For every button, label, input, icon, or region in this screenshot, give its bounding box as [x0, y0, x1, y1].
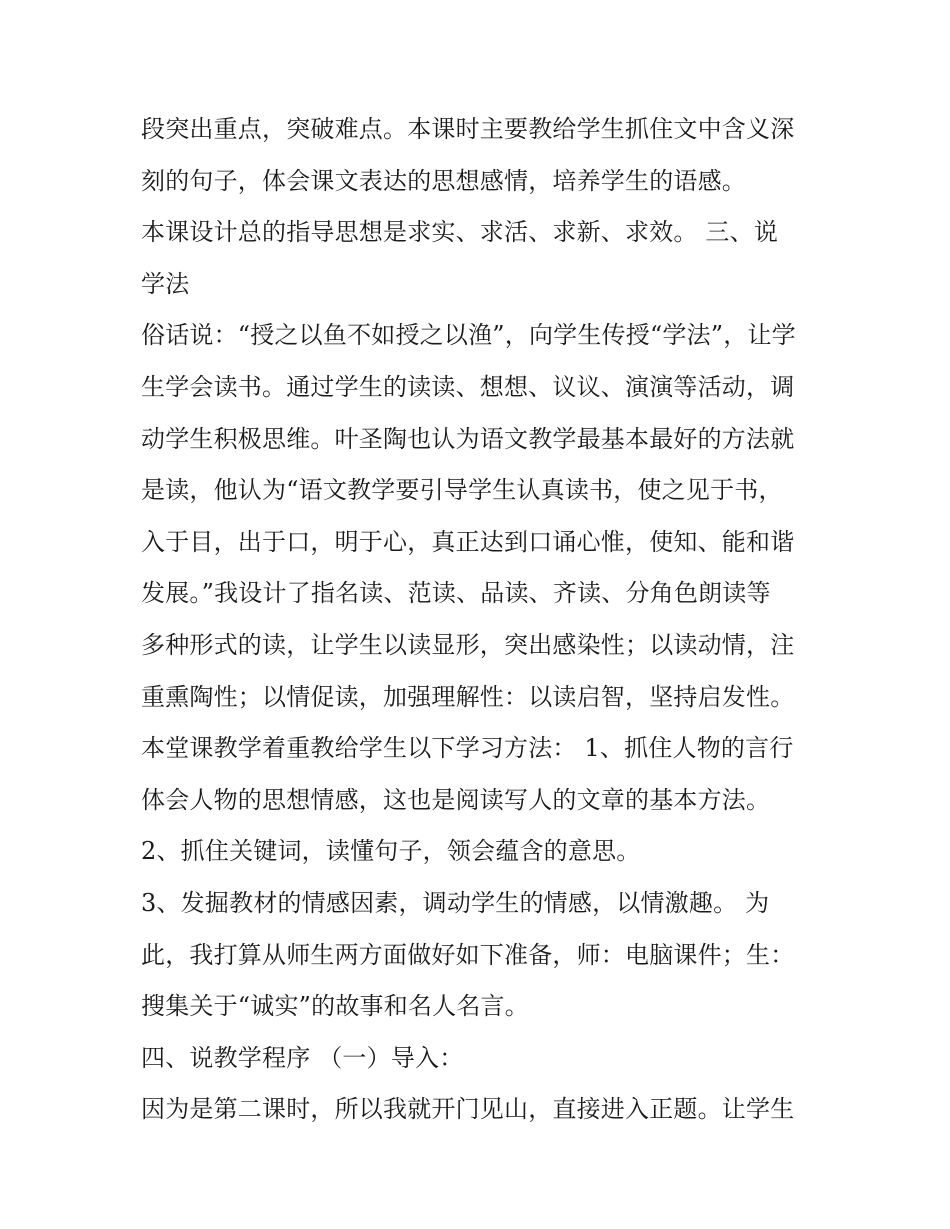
text-line: 段突出重点，突破难点。本课时主要教给学生抓住文中含义深 — [141, 115, 795, 143]
text-line: 入于目，出于口，明于心，真正达到口诵心惟，使知、能和谐 — [141, 527, 795, 556]
text-line: 2、抓住关键词，读懂句子，领会蕴含的意思。 — [141, 837, 641, 866]
text-line: 3、发掘教材的情感因素，调动学生的情感，以情激趣。 为 — [141, 888, 770, 917]
text-line: 本堂课教学着重教给学生以下学习方法： 1、抓住人物的言行 — [141, 734, 794, 763]
text-line: 生学会读书。通过学生的读读、想想、议议、演演等活动，调 — [141, 372, 795, 401]
text-line: 四、说教学程序 （一）导入： — [141, 1043, 464, 1072]
text-line: 此，我打算从师生两方面做好如下准备，师：电脑课件；生： — [141, 940, 795, 969]
text-line: 重熏陶性；以情促读，加强理解性：以读启智，坚持启发性。 — [141, 682, 795, 711]
text-line: 因为是第二课时，所以我就开门见山，直接进入正题。让学生 — [141, 1095, 795, 1124]
text-line: 体会人物的思想情感，这也是阅读写人的文章的基本方法。 — [141, 785, 771, 814]
text-line: 学法 — [141, 269, 190, 298]
text-line: 发展。”我设计了指名读、范读、品读、齐读、分角色朗读等 — [141, 579, 771, 608]
text-line: 刻的句子，体会课文表达的思想感情，培养学生的语感。 — [141, 166, 746, 195]
text-line: 是读，他认为“语文教学要引导学生认真读书，使之见于书， — [141, 476, 783, 505]
body-text — [141, 104, 821, 1136]
text-line: 本课设计总的指导思想是求实、求活、求新、求效。 三、说 — [141, 218, 779, 247]
text-line: 动学生积极思维。叶圣陶也认为语文教学最基本最好的方法就 — [141, 424, 795, 453]
text-line: 搜集关于“诚实”的故事和名人名言。 — [141, 992, 529, 1021]
text-line: 多种形式的读，让学生以读显形，突出感染性；以读动情，注 — [141, 630, 795, 659]
text-line: 俗话说：“授之以鱼不如授之以渔”，向学生传授“学法”，让学 — [141, 321, 796, 350]
